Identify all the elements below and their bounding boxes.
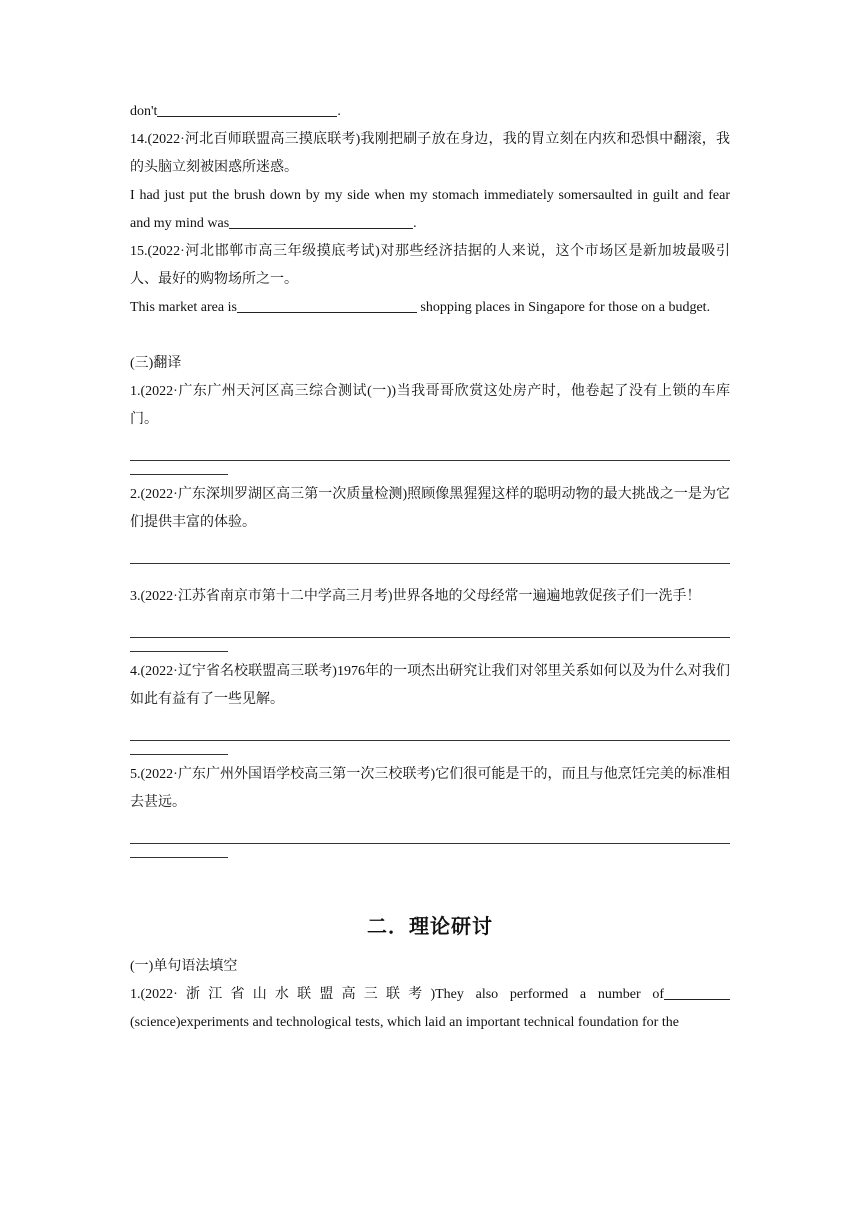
answer-line[interactable] (130, 829, 730, 844)
translation-heading: (三)翻译 (130, 356, 182, 371)
grammar-q1-blank[interactable] (664, 985, 730, 1000)
answer-line[interactable] (130, 549, 730, 564)
translation-item (130, 481, 730, 577)
q13-answer-blank[interactable] (157, 102, 337, 117)
q14-answer-blank[interactable] (229, 214, 413, 229)
section-title: 二．理论研讨 (367, 914, 493, 938)
answer-line-continuation[interactable] (130, 741, 228, 755)
q13-tail-period: . (337, 104, 341, 119)
grammar-q1-line1 (130, 981, 730, 1009)
translation-question: 3.(2022·江苏省南京市第十二中学高三月考)世界各地的父母经常一遍遍地敦促孩子们一洗手！ (130, 589, 701, 604)
answer-line-continuation[interactable] (130, 461, 228, 475)
q15-english-tail: shopping places in Singapore for those on a budget. (416, 300, 711, 315)
answer-line-continuation[interactable] (130, 638, 228, 652)
q15-source: 15.(2022·河北邯郸市高三年级摸底考试)对那些经济拮据的人来说，这个市场区是新加坡最吸引人、最好的购物场所之一。 (130, 244, 730, 287)
grammar-q1-text: 1.(2022·浙江省山水联盟高三联考)They also performed a number of (130, 987, 664, 1002)
q15-english-text: This market area is (130, 300, 237, 315)
q15-english (130, 294, 730, 322)
q14-english-period: . (413, 216, 417, 231)
translation-question: 1.(2022·广东广州天河区高三综合测试(一))当我哥哥欣赏这处房产时，他卷起了没有上锁的车库门。 (130, 384, 730, 427)
translation-item (130, 378, 730, 475)
answer-line[interactable] (130, 446, 730, 461)
translation-item (130, 761, 730, 858)
grammar-fill-heading: (一)单句语法填空 (130, 959, 238, 974)
translation-question: 4.(2022·辽宁省名校联盟高三联考)1976年的一项杰出研究让我们对邻里关系如何以及为什么对我们如此有益有了一些见解。 (130, 664, 730, 707)
answer-line[interactable] (130, 623, 730, 638)
translation-list (130, 378, 730, 858)
q13-tail (130, 98, 730, 126)
answer-line-continuation[interactable] (130, 844, 228, 858)
translation-item (130, 658, 730, 755)
answer-line[interactable] (130, 726, 730, 741)
translation-question: 5.(2022·广东广州外国语学校高三第一次三校联考)它们很可能是干的，而且与他烹饪完美的标准相去甚远。 (130, 767, 730, 810)
q14-source: 14.(2022·河北百师联盟高三摸底联考)我刚把刷子放在身边，我的胃立刻在内疚和恐惧中翻滚，我的头脑立刻被困惑所迷惑。 (130, 132, 730, 175)
translation-item (130, 583, 730, 652)
translation-question: 2.(2022·广东深圳罗湖区高三第一次质量检测)照顾像黑猩猩这样的聪明动物的最大挑战之一是为它们提供丰富的体验。 (130, 487, 730, 530)
document-page (130, 98, 730, 1037)
q14-english-text: I had just put the brush down by my side when my stomach immediately somersaulted in guilt and fear and my mind was (130, 188, 730, 231)
grammar-q1-line2: (science)experiments and technological tests, which laid an important technical foundation for the (130, 1015, 679, 1030)
q13-tail-text: don't (130, 104, 158, 119)
q14-english (130, 182, 730, 238)
q15-answer-blank[interactable] (237, 298, 417, 313)
